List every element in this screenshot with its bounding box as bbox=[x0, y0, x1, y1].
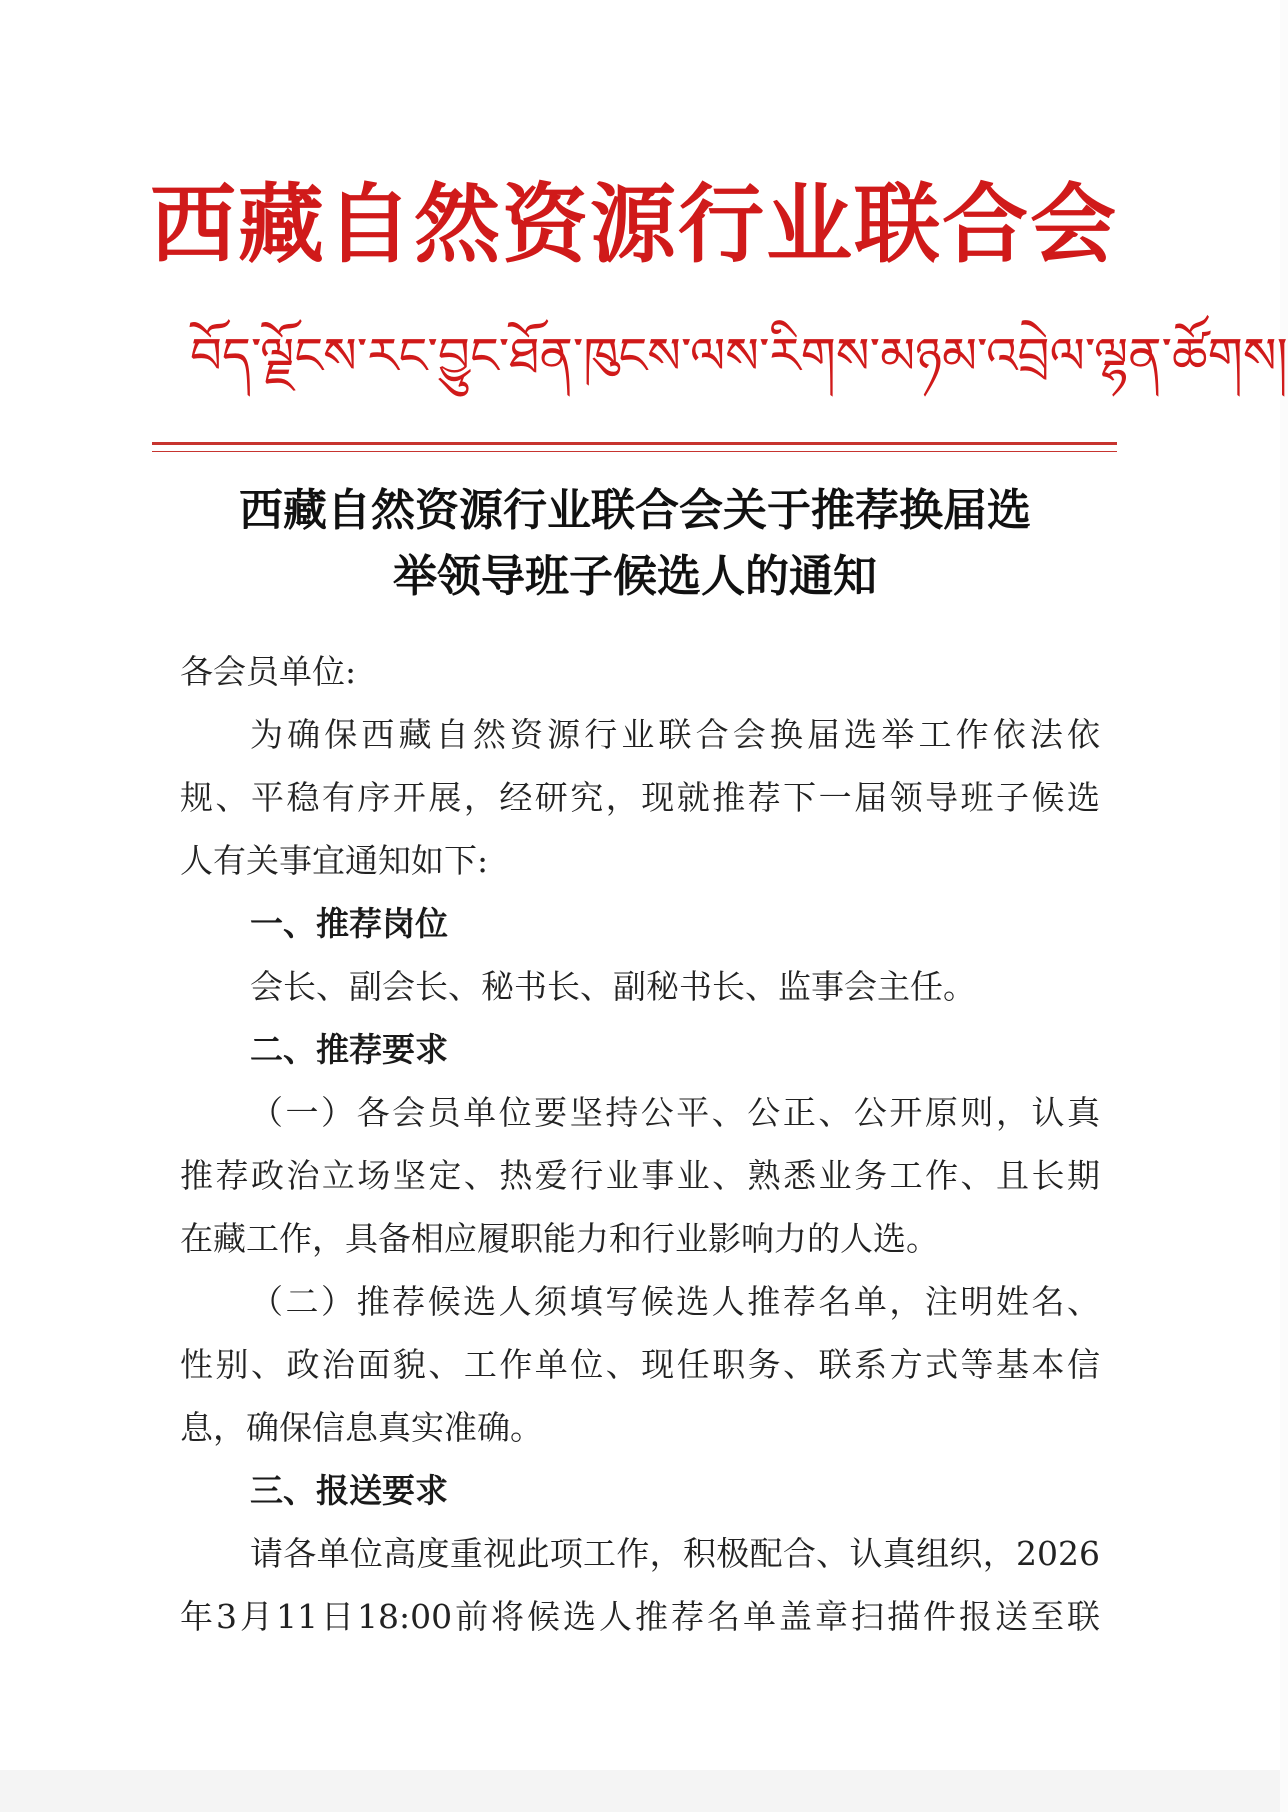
paragraph-line: 为确保西藏自然资源行业联合会换届选举工作依法依 bbox=[250, 715, 1100, 754]
section-heading: 二、推荐要求 bbox=[250, 1030, 448, 1069]
salutation: 各会员单位: bbox=[180, 652, 357, 691]
document-title bbox=[160, 478, 1110, 610]
paragraph-line: 推荐政治立场坚定、热爱行业事业、熟悉业务工作、且长期 bbox=[180, 1156, 1100, 1195]
section-heading: 一、推荐岗位 bbox=[250, 904, 448, 943]
paragraph-line: 请各单位高度重视此项工作，积极配合、认真组织，2026 bbox=[250, 1534, 1100, 1573]
section-heading: 三、报送要求 bbox=[250, 1471, 448, 1510]
paragraph-line: （一）各会员单位要坚持公平、公正、公开原则，认真 bbox=[250, 1093, 1100, 1132]
page-bottom-edge bbox=[0, 1770, 1280, 1812]
letterhead-org-name-tibetan: བོད་ལྗོངས་རང་བྱུང་ཐོན་ཁུངས་ལས་རིགས་མཉམ་འབྲེལ་ལྷན་ཚོགས། bbox=[190, 327, 1288, 385]
letterhead-org-name: 西藏自然资源行业联合会 bbox=[150, 174, 1118, 275]
document-body bbox=[180, 640, 1100, 1648]
paragraph-line: 会长、副会长、秘书长、副秘书长、监事会主任。 bbox=[250, 967, 976, 1006]
paragraph-line: 息，确保信息真实准确。 bbox=[180, 1408, 543, 1447]
paragraph-line: 年3月11日18:00前将候选人推荐名单盖章扫描件报送至联 bbox=[180, 1597, 1100, 1636]
document-title-line-2: 举领导班子候选人的通知 bbox=[393, 551, 877, 602]
letterhead-divider-thin bbox=[152, 451, 1117, 452]
paragraph-line: （二）推荐候选人须填写候选人推荐名单，注明姓名、 bbox=[250, 1282, 1100, 1321]
paragraph-line: 性别、政治面貌、工作单位、现任职务、联系方式等基本信 bbox=[180, 1345, 1100, 1384]
letterhead-divider-thick bbox=[152, 442, 1117, 445]
paragraph-line: 规、平稳有序开展，经研究，现就推荐下一届领导班子候选 bbox=[180, 778, 1100, 817]
document-title-line-1: 西藏自然资源行业联合会关于推荐换届选 bbox=[239, 485, 1031, 536]
paragraph-line: 在藏工作，具备相应履职能力和行业影响力的人选。 bbox=[180, 1219, 939, 1258]
paragraph-line: 人有关事宜通知如下: bbox=[180, 841, 489, 880]
